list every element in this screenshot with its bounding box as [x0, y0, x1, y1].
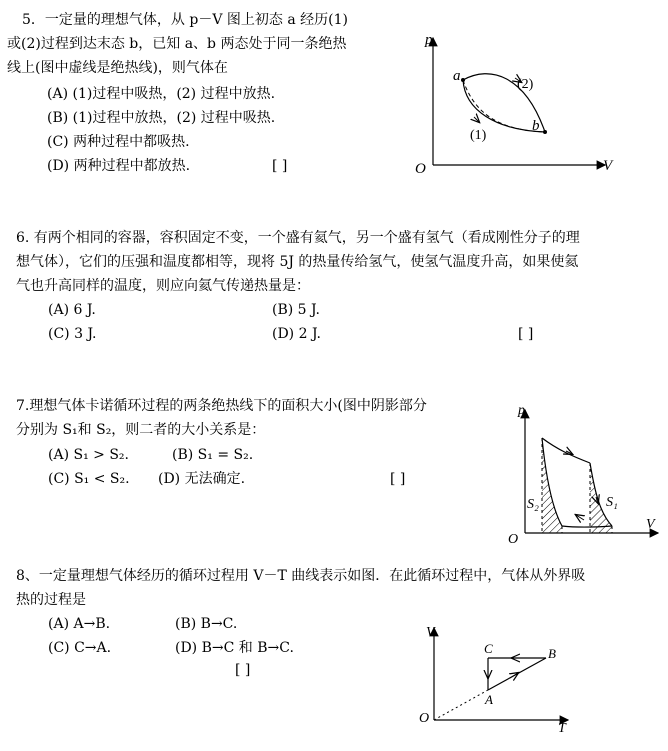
q7-option-a: (A) S₁ > S₂. [48, 447, 129, 463]
q8-option-d: (D) B→C 和 B→C. [175, 640, 294, 656]
q7-option-d: (D) 无法确定. [158, 471, 246, 487]
q7-answer-bracket: [ ] [390, 471, 406, 487]
q5-option-b: (B) (1)过程中放热，(2) 过程中吸热. [47, 110, 276, 126]
q7-option-c: (C) S₁ < S₂. [48, 471, 130, 487]
q5-p-label: p [425, 32, 433, 48]
q7-arrow-bottom [576, 515, 584, 520]
q8-a-label: A [485, 692, 493, 707]
q7-origin-label: O [508, 532, 519, 547]
q5-arrow-1 [474, 117, 479, 122]
q7-carnot-diagram [500, 398, 665, 548]
q5-option-d: (D) 两种过程中都放热. [47, 158, 191, 174]
q5-point-a [461, 78, 465, 82]
q8-vt-diagram [410, 620, 580, 748]
q8-extension-dotted [434, 690, 488, 720]
q8-t-label: T [558, 721, 566, 736]
q8-line-2: 热的过程是 [16, 592, 86, 608]
q8-option-a: (A) A→B. [48, 616, 111, 632]
q5-option-c: (C) 两种过程中都吸热. [47, 134, 190, 150]
q5-line-3: 线上(图中虚线是绝热线)，则气体在 [7, 60, 228, 76]
q5-point-b [543, 130, 547, 134]
q8-answer-bracket: [ ] [235, 662, 251, 678]
q6-line-3: 气也升高同样的温度，则应向氦气传递热量是： [16, 278, 310, 294]
q5-path2-label: (2) [517, 77, 534, 92]
q5-line-2: 或(2)过程到达末态 b，已知 a、b 两态处于同一条绝热 [7, 36, 347, 52]
q7-s1-label: S₁ [606, 495, 618, 510]
q6-line-1: 6. 有两个相同的容器，容积固定不变，一个盛有氦气，另一个盛有氢气（看成刚性分子的理 [16, 230, 580, 246]
q8-v-label: V [426, 625, 435, 640]
q5-line-1: 5．一定量的理想气体，从 p－V 图上初态 a 经历(1) [22, 12, 348, 28]
q6-line-2: 想气体），它们的压强和温度都相等，现将 5J 的热量传给氢气，使氢气温度升高，如果使氦 [16, 254, 579, 270]
q8-b-label: B [548, 646, 556, 661]
q6-option-d: (D) 2 J. [272, 326, 321, 342]
q6-option-b: (B) 5 J. [272, 302, 320, 318]
q7-option-b: (B) S₁ = S₂. [172, 447, 254, 463]
q7-line-1: 7.理想气体卡诺循环过程的两条绝热线下的面积大小(图中阴影部分 [16, 398, 427, 414]
q5-option-a: (A) (1)过程中吸热，(2) 过程中放热. [47, 86, 276, 102]
q5-v-label: V [603, 158, 613, 174]
q6-option-c: (C) 3 J. [48, 326, 97, 342]
q7-p-label: p [518, 403, 525, 418]
q6-option-a: (A) 6 J. [48, 302, 96, 318]
q8-origin-label: O [419, 711, 430, 726]
q8-c-label: C [484, 641, 493, 656]
q5-path1-label: (1) [470, 128, 487, 143]
q8-arrow-ab [510, 673, 518, 678]
q5-answer-bracket: [ ] [272, 158, 288, 174]
q5-a-label: a [453, 68, 461, 84]
q5-pv-diagram [405, 20, 620, 180]
q7-line-2: 分别为 S₁和 S₂，则二者的大小关系是： [16, 422, 266, 438]
q8-option-b: (B) B→C. [175, 616, 238, 632]
q7-isotherm-cold [562, 526, 612, 527]
q7-v-label: V [646, 517, 655, 532]
q7-s2-label: S₂ [527, 497, 539, 512]
q6-answer-bracket: [ ] [518, 326, 534, 342]
q5-origin-label: O [415, 161, 426, 177]
q5-b-label: b [532, 118, 540, 134]
q7-isotherm-hot [542, 438, 590, 463]
q8-option-c: (C) C→A. [48, 640, 112, 656]
q8-line-1: 8、一定量理想气体经历的循环过程用 V－T 曲线表示如图．在此循环过程中，气体从外界吸 [16, 568, 586, 584]
